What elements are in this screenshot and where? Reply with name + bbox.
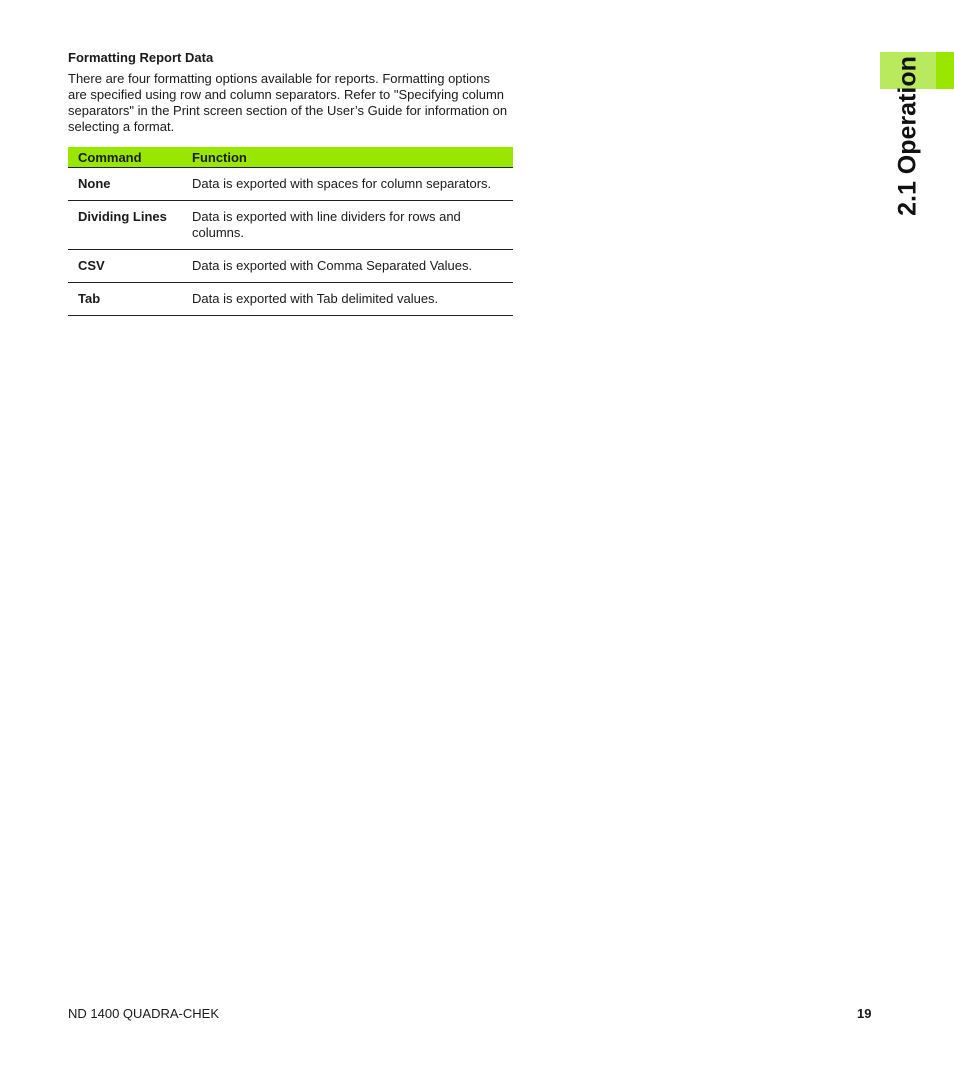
intro-paragraph: There are four formatting options available for reports. Formatting options are specified using row and column separators. Refer to "Specifying column separators" in the Print screen section of the User’s Guide for information on selecting a format. xyxy=(68,71,508,134)
row-function: Data is exported with spaces for column separators. xyxy=(182,168,513,201)
table-row xyxy=(68,250,513,283)
row-function: Data is exported with Comma Separated Values. xyxy=(182,250,513,283)
chapter-heading-wrapper xyxy=(884,52,932,220)
row-command: None xyxy=(68,168,182,201)
chapter-title: 2.1 Operation xyxy=(893,56,922,216)
row-command: Dividing Lines xyxy=(68,201,182,250)
row-function: Data is exported with Tab delimited values. xyxy=(182,283,513,316)
table-header-row xyxy=(68,147,513,168)
row-command: Tab xyxy=(68,283,182,316)
chapter-tab-strip xyxy=(936,52,954,89)
row-command: CSV xyxy=(68,250,182,283)
format-options-table xyxy=(68,147,513,316)
footer-page-number: 19 xyxy=(857,1006,872,1021)
table-row xyxy=(68,201,513,250)
table-row xyxy=(68,283,513,316)
section-title: Formatting Report Data xyxy=(68,50,214,65)
row-function: Data is exported with line dividers for rows and columns. xyxy=(182,201,513,250)
header-function: Function xyxy=(182,147,513,168)
header-command: Command xyxy=(68,147,182,168)
table-row xyxy=(68,168,513,201)
footer-product-name: ND 1400 QUADRA-CHEK xyxy=(68,1006,219,1021)
